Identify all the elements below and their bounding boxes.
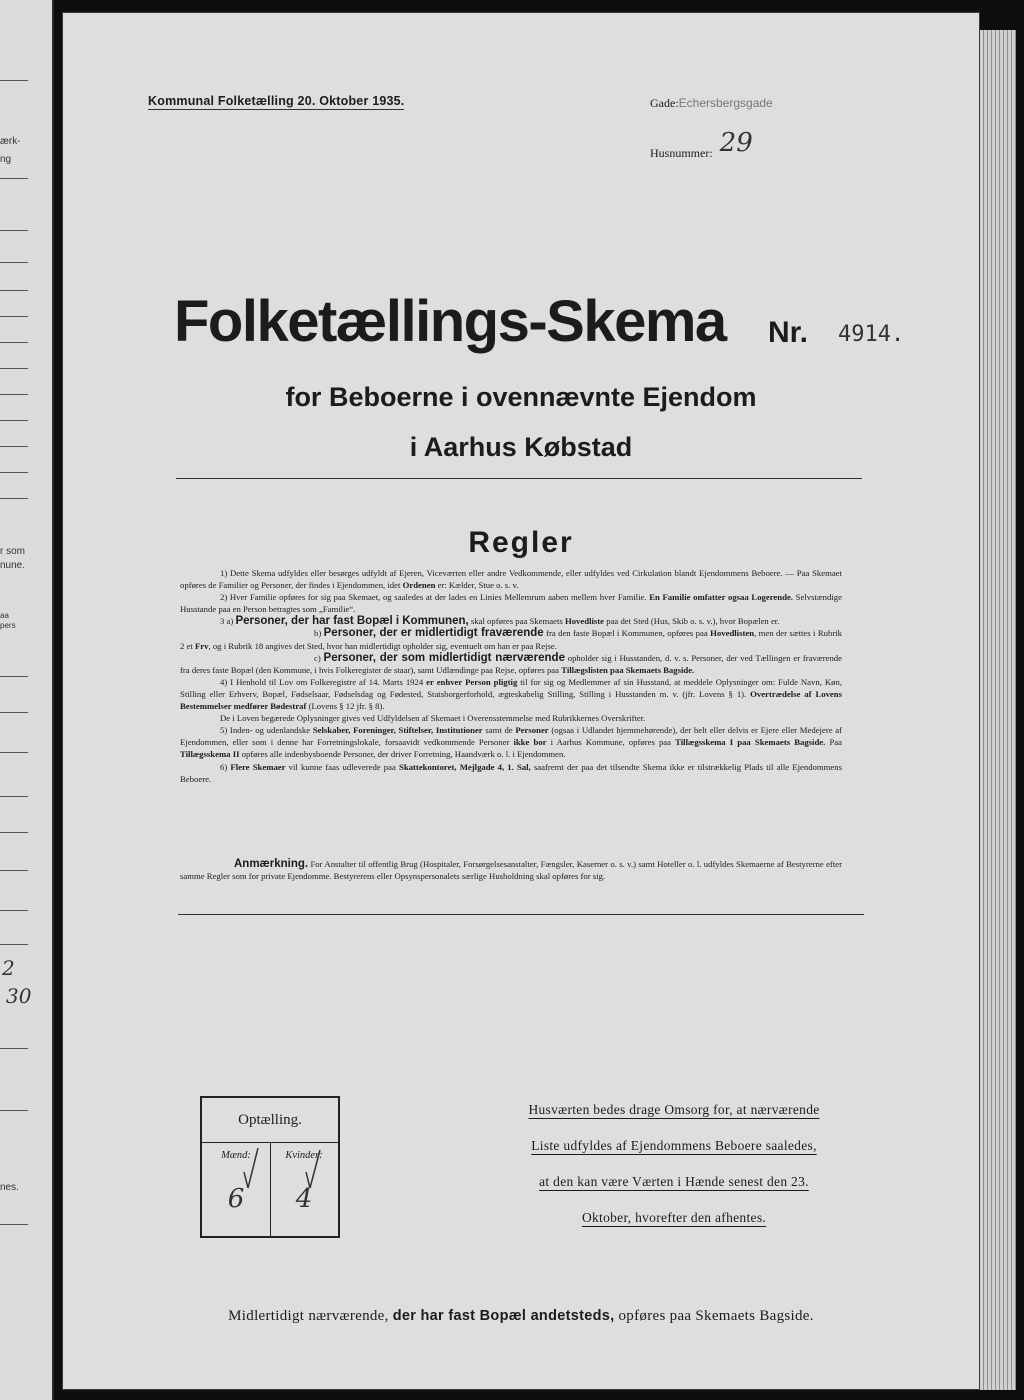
rule-4-note: De i Loven begærede Oplysninger gives ved Udfyldelsen af Skemaet i Overensstemmelse med Rubrikkernes Overskrifter. xyxy=(220,713,646,724)
rules-text xyxy=(180,567,842,785)
ruled-line xyxy=(0,1110,28,1111)
check-icon xyxy=(306,1150,320,1188)
form-number-label: Nr. xyxy=(768,316,809,349)
census-form-page xyxy=(62,12,980,1390)
page-fragment: nes. xyxy=(0,1182,19,1193)
page-fragment: ng xyxy=(0,154,12,165)
notice-line: Husværten bedes drage Omsorg for, at nærværende xyxy=(528,1102,820,1117)
ruled-line xyxy=(0,262,28,263)
ruled-line xyxy=(0,368,28,369)
ruled-line xyxy=(0,1224,28,1225)
street-field xyxy=(650,96,773,111)
rule-2: 2) Hver Familie opføres for sig paa Skemaet, og saaledes at der lades en Linies Mellemrum aaben mellem hver Familie. En Familie omfatter ogsaa Logerende. Selvstændige Husstande paa en Person betragtes som „Familie“. xyxy=(180,592,842,615)
ruled-line xyxy=(0,712,28,713)
ruled-line xyxy=(0,752,28,753)
ruled-line xyxy=(0,342,28,343)
men-count: 6 xyxy=(227,1184,245,1214)
page-fragment: r som xyxy=(0,546,25,557)
page-fragment: ærk- xyxy=(0,136,21,147)
remark-label: Anmærkning. xyxy=(234,858,309,870)
form-subtitle: for Beboerne i ovennævnte Ejendom xyxy=(285,382,757,412)
house-number-field xyxy=(650,128,753,164)
form-number-stamp: 4914. xyxy=(838,322,905,347)
ruled-line xyxy=(0,472,28,473)
form-title: Folketællings-Skema xyxy=(174,289,726,354)
ruled-line xyxy=(0,796,28,797)
women-label: Kvinder: xyxy=(285,1150,323,1161)
remark-text: For Anstalter til offentlig Brug (Hospitaler, Forsørgelsesanstalter, Fængsler, Kaserner o. s. v.) samt Hoteller o. l. udfyldes Skemaerne af Bestyrerne efter samme Regler som for private Ejendomme. Bestyrerens eller Opsynspersonalets særlige Husholdning skal opføres for sig. xyxy=(180,859,842,882)
house-number-label: Husnummer: xyxy=(650,146,713,160)
handwritten-mark: 30 xyxy=(6,984,32,1008)
rule-4: 4) I Henhold til Lov om Folkeregistre af 14. Marts 1924 er enhver Person pligtig til for sig og Medlemmer af sin Husstand, at meddele Oplysninger om: Fulde Navn, Køn, Stilling eller Erhverv, Bopæl, Fødselsaar, Fødselsdag og Fødested, Statsborgerforhold, ægteskabelig Stilling, Stilling i Husstanden m. v. (jfr. Lovens § 1). Overtrædelse af Lovens Bestemmelser medfører Bødestraf (Lovens § 12 jfr. § 8). xyxy=(180,676,842,712)
remark xyxy=(180,858,842,882)
page-stack-edge xyxy=(980,30,1016,1390)
ruled-line xyxy=(0,394,28,395)
ruled-line xyxy=(0,870,28,871)
rule-3a: 3 a) Personer, der har fast Bopæl i Kommunen, skal opføres paa Skemaets Hovedliste paa det Sted (Hus, Skib o. s. v.), hvor Bopælen er. xyxy=(220,615,780,628)
footer-instruction: Midlertidigt nærværende, der har fast Bopæl andetsteds, opføres paa Skemaets Bagside. xyxy=(228,1308,814,1324)
ruled-line xyxy=(0,316,28,317)
street-stamp: Echersbergsgade xyxy=(678,96,773,110)
ruled-line xyxy=(0,910,28,911)
ruled-line xyxy=(0,446,28,447)
rule-3c: c) Personer, der som midlertidigt nærværende opholder sig i Husstanden, d. v. s. Personer, der ved Tællingen er fraværende fra deres faste Bopæl (den Kommune, i hvis Folkeregister de staar), samt Udlændinge paa Rejse, opføres paa Tillægslisten paa Skemaets Bagside. xyxy=(180,651,842,675)
adjacent-page-edge xyxy=(0,0,54,1400)
ruled-line xyxy=(0,832,28,833)
check-marks xyxy=(202,1142,338,1236)
ruled-line xyxy=(0,498,28,499)
ruled-line xyxy=(0,230,28,231)
men-label: Mænd: xyxy=(221,1150,251,1161)
ruled-line xyxy=(0,420,28,421)
handwritten-mark: 2 xyxy=(2,956,15,980)
house-number-handwriting: 29 xyxy=(719,128,753,158)
page-fragment: nune. xyxy=(0,560,26,571)
ruled-line xyxy=(0,178,28,179)
page-fragment: aa xyxy=(0,611,9,620)
rule-6: 6) Flere Skemaer vil kunne faas udleverede paa Skattekontoret, Mejlgade 4, 1. Sal, saafremt der paa det tilsendte Skema ikke er tilstrækkelig Plads til alle Ejendommens Beboere. xyxy=(180,761,842,784)
street-label: Gade: xyxy=(650,96,679,110)
census-title: Kommunal Folketælling 20. Oktober 1935. xyxy=(148,94,405,108)
rule-1: 1) Dette Skema udfyldes eller besørges udfyldt af Ejeren, Viceværten eller andre Vedkommende, eller udfyldes ved Cirkulation blandt Ejendommens Beboere. — Paa Skemaet opføres de Familier og Personer, der findes i Ejendommen, idet Ordenen er: Kælder, Stue o. s. v. xyxy=(180,568,842,591)
form-location: i Aarhus Købstad xyxy=(409,432,633,462)
women-count: 4 xyxy=(295,1184,313,1214)
rule-3b: b) Personer, der er midlertidigt fraværende fra den faste Bopæl i Kommunen, opføres paa Hovedlisten, men der sættes i Rubrik 2 et Frv, og i Rubrik 18 angives det Sted, hvor han midlertidigt opholder sig, eventuelt om han er paa Rejse. xyxy=(180,627,842,651)
notice-line: at den kan være Værten i Hænde senest den 23. xyxy=(539,1174,809,1189)
page-fragment: pers xyxy=(0,621,16,630)
notice-line: Oktober, hvorefter den afhentes. xyxy=(581,1210,767,1225)
ruled-line xyxy=(0,944,28,945)
ruled-line xyxy=(0,290,28,291)
notice-line: Liste udfyldes af Ejendommens Beboere saaledes, xyxy=(531,1138,817,1153)
rules-heading: Regler xyxy=(468,526,574,559)
ruled-line xyxy=(0,1048,28,1049)
divider xyxy=(176,478,862,479)
check-icon xyxy=(244,1148,258,1188)
count-box-title: Optælling. xyxy=(238,1112,302,1128)
count-box xyxy=(200,1096,340,1238)
ruled-line xyxy=(0,80,28,81)
divider xyxy=(178,914,864,915)
ruled-line xyxy=(0,676,28,677)
rule-5: 5) Inden- og udenlandske Selskaber, Foreninger, Stiftelser, Institutioner samt de Personer (ogsaa i Udlandet hjemmehørende), der helt eller delvis er Ejere eller Medejere af Ejendommen, eller som i denne har Forretningslokale, forsaavidt vedkommende Personer ikke bor i Aarhus Kommune, opføres paa Tillægsskema I paa Skemaets Bagside. Paa Tillægsskema II opføres alle indenbysboende Personer, der driver Forretning, Haandværk o. l. i Ejendommen. xyxy=(180,725,843,760)
